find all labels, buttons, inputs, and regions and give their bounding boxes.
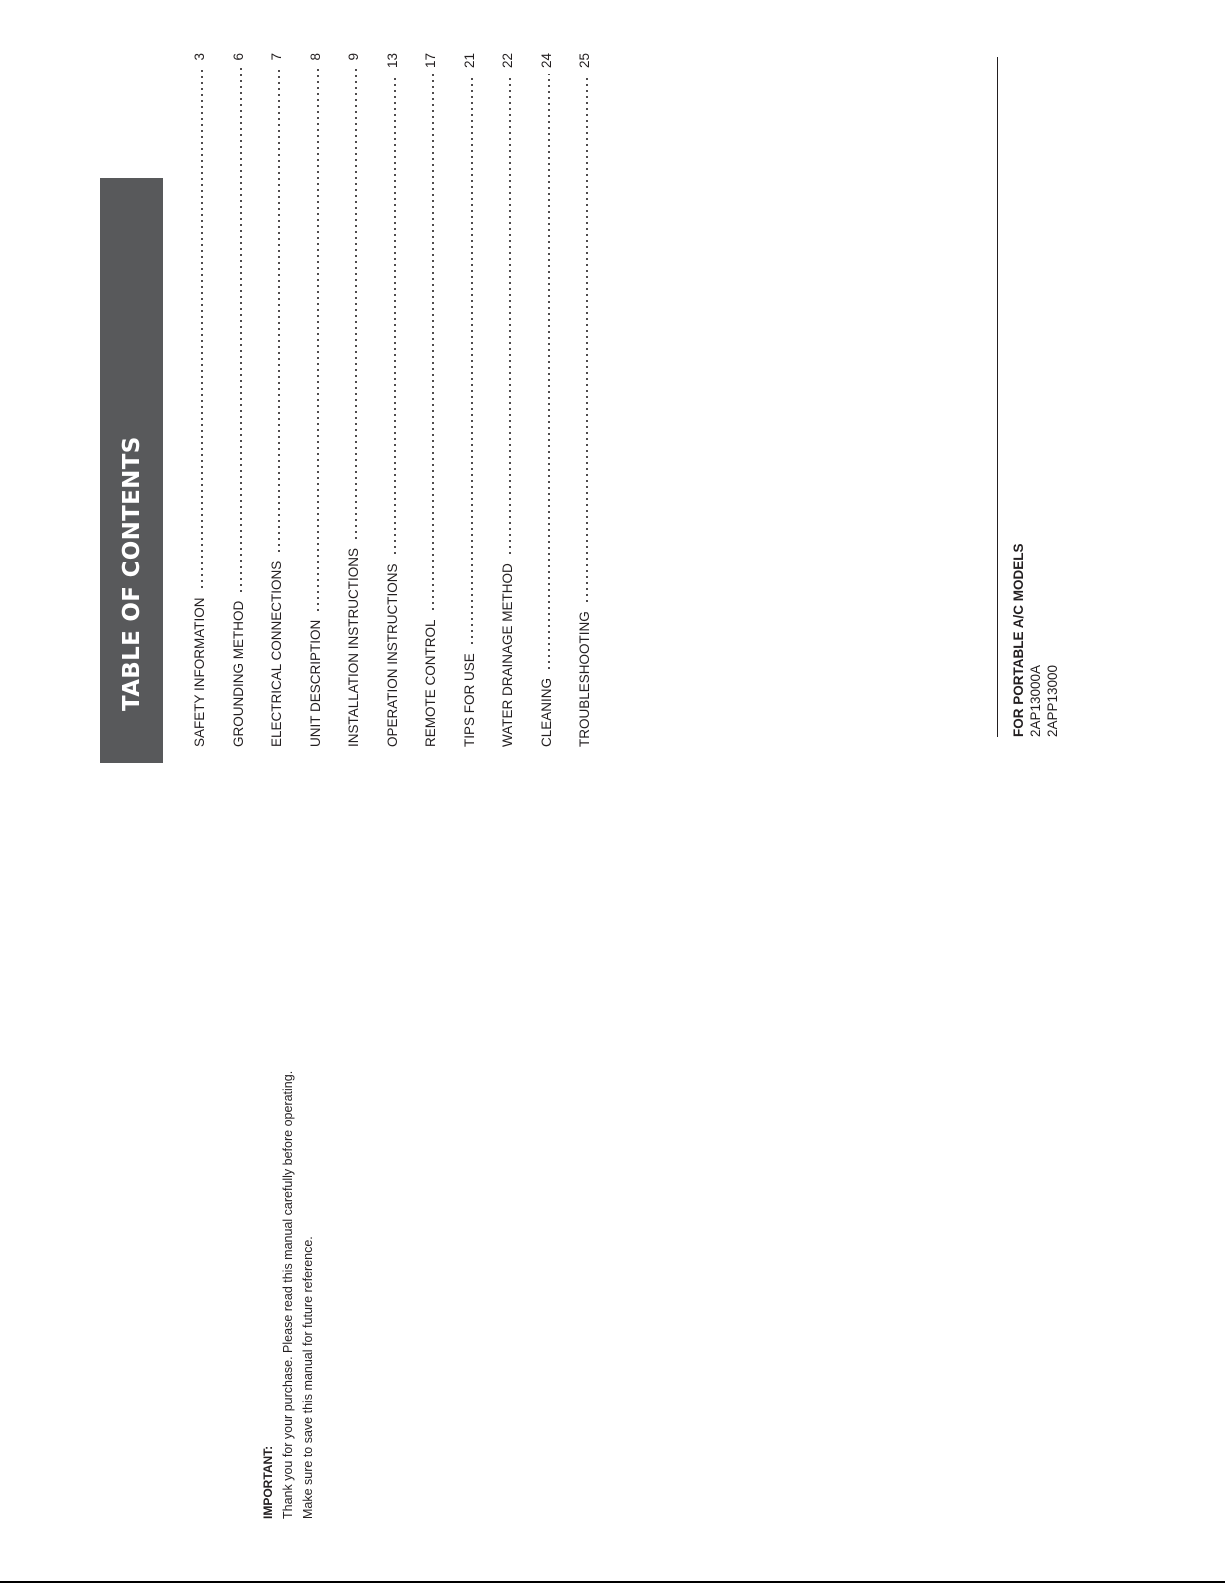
toc-entry-page: 7 — [269, 53, 284, 61]
toc-entry-page: 6 — [231, 53, 246, 61]
dot-leader — [431, 74, 435, 612]
dot-leader — [354, 67, 358, 541]
dot-leader — [239, 67, 243, 594]
toc-entry-label: TIPS FOR USE — [462, 653, 477, 747]
dot-leader — [316, 67, 320, 613]
dot-leader — [508, 74, 512, 556]
important-text: Thank you for your purchase. Please read this manual carefully before operating. — [281, 1070, 295, 1519]
models-block — [1010, 437, 1061, 737]
toc-entry-label: REMOTE CONTROL — [423, 619, 438, 747]
toc-entry-label: INSTALLATION INSTRUCTIONS — [346, 547, 361, 747]
toc-entry[interactable] — [498, 53, 518, 747]
toc-entry-page: 25 — [577, 53, 592, 69]
models-heading: FOR PORTABLE A/C MODELS — [1011, 543, 1026, 737]
dot-leader — [585, 74, 589, 604]
page-title: TABLE OF CONTENTS — [118, 436, 145, 711]
toc-entry[interactable] — [229, 53, 249, 747]
important-text: Make sure to save this manual for future reference. — [301, 1236, 315, 1519]
important-heading: IMPORTANT: — [261, 1445, 275, 1519]
toc-entry[interactable] — [383, 53, 403, 747]
toc-entry[interactable] — [267, 53, 287, 747]
dot-leader — [470, 74, 474, 646]
dot-leader — [277, 67, 281, 554]
toc-entry-page: 21 — [462, 53, 477, 69]
toc-entry-label: UNIT DESCRIPTION — [308, 619, 323, 747]
toc-entry-label: GROUNDING METHOD — [231, 600, 246, 747]
toc-entry-label: TROUBLESHOOTING — [577, 611, 592, 747]
toc-entry-page: 24 — [539, 53, 554, 69]
toc-entry-page: 8 — [308, 53, 323, 61]
toc-entry[interactable] — [190, 53, 210, 747]
toc-entry-label: WATER DRAINAGE METHOD — [500, 563, 515, 747]
page-bottom-border — [0, 1581, 1225, 1583]
dot-leader — [393, 74, 397, 556]
toc-entry-label: OPERATION INSTRUCTIONS — [385, 563, 400, 747]
toc-entry[interactable] — [575, 53, 595, 747]
toc-entry[interactable] — [421, 53, 441, 747]
model-number: 2APP13000 — [1045, 664, 1060, 737]
dot-leader — [547, 74, 551, 671]
toc-entry-page: 22 — [500, 53, 515, 69]
toc-entry-page: 3 — [192, 53, 207, 61]
toc-entry-page: 13 — [385, 53, 400, 69]
toc-entry-page: 17 — [423, 53, 438, 69]
toc-entry-label: SAFETY INFORMATION — [192, 597, 207, 747]
toc-entry[interactable] — [537, 53, 557, 747]
toc-entry-label: CLEANING — [539, 677, 554, 747]
toc-entry[interactable] — [344, 53, 364, 747]
toc-entry[interactable] — [306, 53, 326, 747]
toc-entry[interactable] — [460, 53, 480, 747]
toc-entry-page: 9 — [346, 53, 361, 61]
divider — [997, 57, 998, 737]
dot-leader — [200, 67, 204, 591]
important-note — [258, 919, 318, 1519]
toc-entry-label: ELECTRICAL CONNECTIONS — [269, 560, 284, 747]
model-number: 2AP13000A — [1028, 664, 1043, 737]
